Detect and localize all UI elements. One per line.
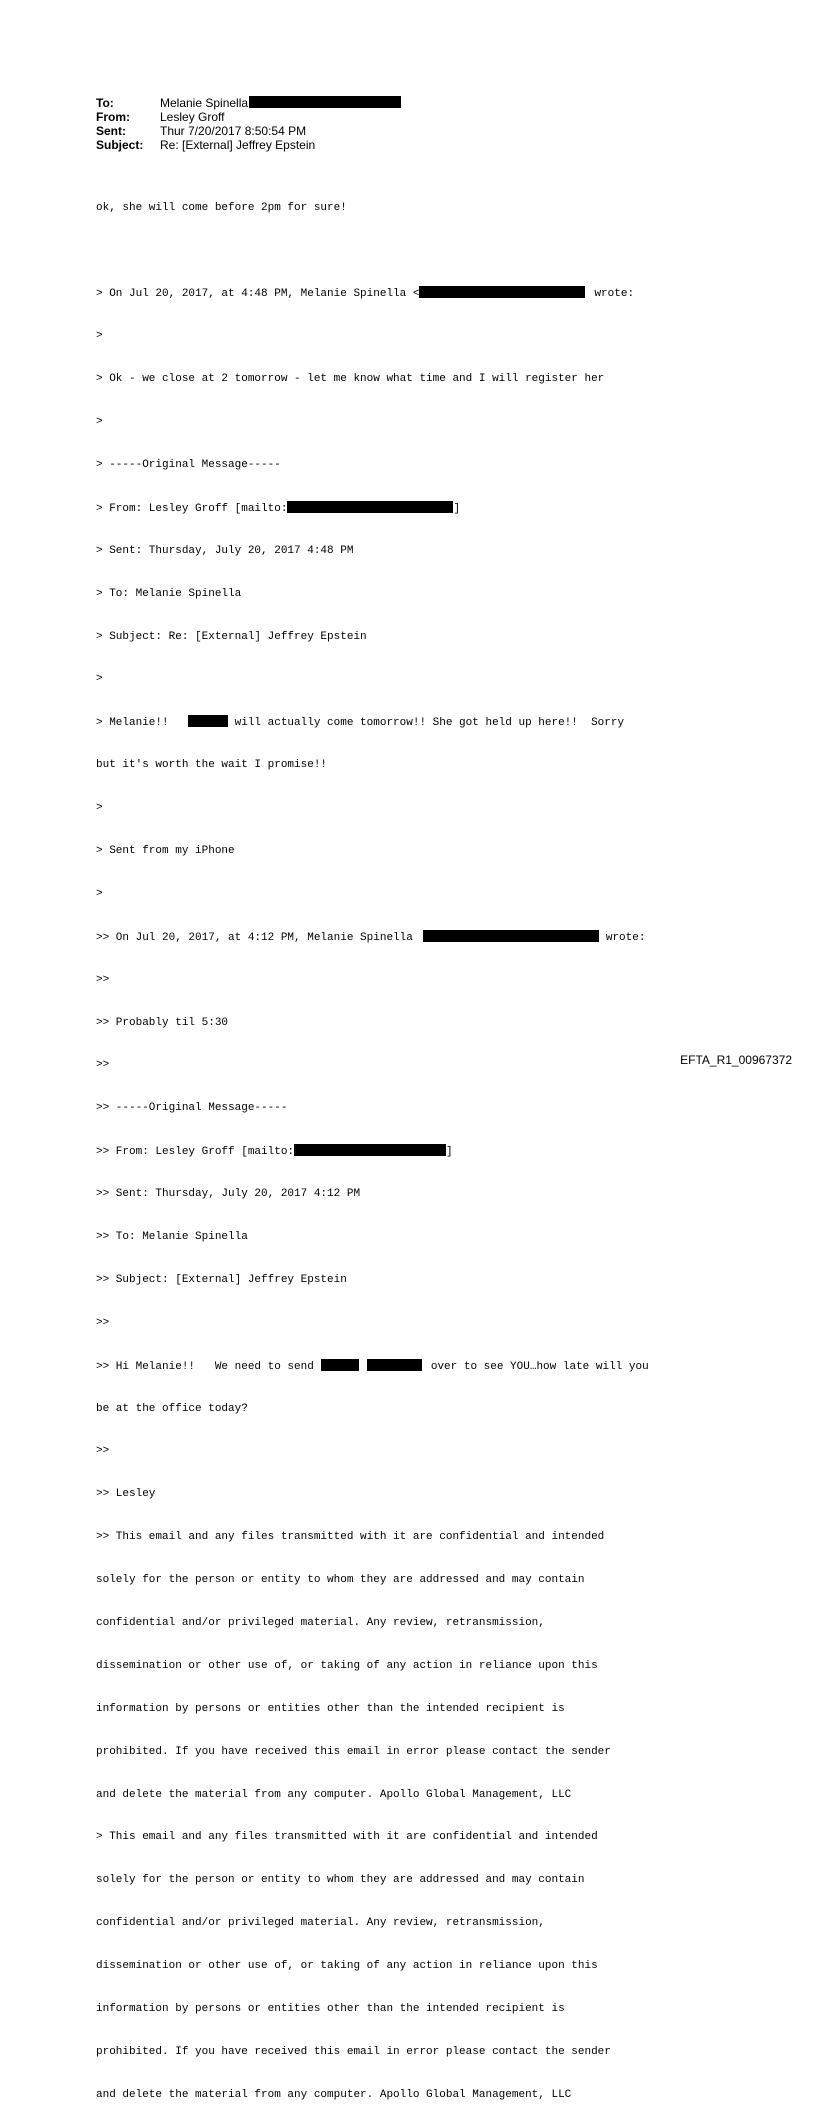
quote-text: wrote: <box>594 288 635 301</box>
body-line: >> Lesley <box>96 1488 156 1501</box>
body-line: > Subject: Re: [External] Jeffrey Epstein <box>96 630 367 643</box>
redaction-bar <box>287 501 453 513</box>
disclaimer-line: and delete the material from any computer. Apollo Global Management, LLC <box>96 2088 572 2101</box>
disclaimer-line: prohibited. If you have received this email in error please contact the sender <box>96 1745 611 1758</box>
body-line: > <box>96 887 103 900</box>
quote-text: >> On Jul 20, 2017, at 4:12 PM, Melanie Spinella <box>96 931 413 944</box>
body-line: > -----Original Message----- <box>96 458 281 471</box>
disclaimer-line: information by persons or entities other than the intended recipient is <box>96 2003 565 2015</box>
body-line: >> <box>96 973 110 986</box>
body-line: >> <box>96 1445 110 1458</box>
body-line: > Ok - we close at 2 tomorrow - let me know what time and I will register her <box>96 373 605 386</box>
body-line <box>96 930 649 944</box>
quote-text: > On Jul 20, 2017, at 4:48 PM, Melanie Spinella < <box>96 288 420 301</box>
disclaimer-line: and delete the material from any computer. Apollo Global Management, LLC <box>96 1788 572 1801</box>
redaction-bar <box>249 96 401 108</box>
redaction-bar <box>188 715 228 727</box>
body-line <box>96 501 649 515</box>
body-line: > Sent from my iPhone <box>96 844 235 857</box>
body-line: >> Probably til 5:30 <box>96 1016 229 1029</box>
body-line: be at the office today? <box>96 1402 248 1415</box>
from-label: From: <box>96 110 130 124</box>
redaction-bar <box>419 286 585 298</box>
disclaimer-line: information by persons or entities other than the intended recipient is <box>96 1702 565 1715</box>
quote-text: > From: Lesley Groff [mailto: <box>96 502 288 515</box>
body-line: > To: Melanie Spinella <box>96 587 242 600</box>
disclaimer-line: confidential and/or privileged material. Any review, retransmission, <box>96 1917 545 1930</box>
disclaimer-line: confidential and/or privileged material. Any review, retransmission, <box>96 1616 545 1629</box>
subject-value: Re: [External] Jeffrey Epstein <box>160 138 316 152</box>
body-line: > <box>96 673 103 686</box>
disclaimer-line: prohibited. If you have received this email in error please contact the sender <box>96 2045 611 2058</box>
from-row <box>96 110 401 124</box>
body-line <box>96 715 649 729</box>
body-blank-line <box>96 243 649 257</box>
subject-label: Subject: <box>96 138 144 152</box>
body-line: >> <box>96 1316 110 1329</box>
disclaimer-line: dissemination or other use of, or taking of any action in reliance upon this <box>96 1960 598 1973</box>
sent-label: Sent: <box>96 124 126 138</box>
quote-text: wrote: <box>605 931 646 944</box>
quote-text: >> From: Lesley Groff [mailto: <box>96 1146 295 1159</box>
redaction-bar <box>367 1359 422 1371</box>
disclaimer-line: >> This email and any files transmitted with it are confidential and intended <box>96 1531 605 1544</box>
disclaimer-line: > This email and any files transmitted with it are confidential and intended <box>96 1831 598 1844</box>
redaction-bar <box>423 930 599 942</box>
body-line: > <box>96 802 103 815</box>
email-header <box>96 96 401 152</box>
body-line: >> Subject: [External] Jeffrey Epstein <box>96 1273 347 1286</box>
sent-row <box>96 124 401 138</box>
body-line <box>96 286 649 300</box>
body-line: but it's worth the wait I promise!! <box>96 759 328 772</box>
subject-row <box>96 138 401 152</box>
body-line: ok, she will come before 2pm for sure! <box>96 201 347 214</box>
disclaimer-line: solely for the person or entity to whom they are addressed and may contain <box>96 1574 585 1587</box>
body-line <box>96 1144 649 1158</box>
quote-text: >> Hi Melanie!! We need to send <box>96 1360 314 1373</box>
redaction-bar <box>294 1144 446 1156</box>
to-row <box>96 96 401 110</box>
document-id: EFTA_R1_00967372 <box>680 1053 792 1067</box>
body-line: > <box>96 416 103 429</box>
email-body <box>96 172 649 2116</box>
quote-text: will actually come tomorrow!! She got held up here!! Sorry <box>234 717 625 730</box>
redaction-bar <box>321 1359 359 1371</box>
disclaimer-line: solely for the person or entity to whom they are addressed and may contain <box>96 1874 585 1887</box>
body-line: >> <box>96 1059 110 1072</box>
quote-text: ] <box>453 502 461 515</box>
body-line: > Sent: Thursday, July 20, 2017 4:48 PM <box>96 544 354 557</box>
to-value: Melanie Spinella <box>160 96 249 110</box>
body-line: >> -----Original Message----- <box>96 1102 288 1115</box>
to-label: To: <box>96 96 114 110</box>
sent-value: Thur 7/20/2017 8:50:54 PM <box>160 124 307 138</box>
quote-text: ] <box>446 1146 453 1159</box>
body-line <box>96 1359 649 1373</box>
disclaimer-line: dissemination or other use of, or taking of any action in reliance upon this <box>96 1659 598 1672</box>
body-line: >> Sent: Thursday, July 20, 2017 4:12 PM <box>96 1188 361 1201</box>
quote-text: over to see YOU…how late will you <box>430 1360 649 1373</box>
from-value: Lesley Groff <box>160 110 225 124</box>
quote-text: > Melanie!! <box>96 717 169 730</box>
body-line: > <box>96 330 103 343</box>
body-line: >> To: Melanie Spinella <box>96 1230 248 1243</box>
